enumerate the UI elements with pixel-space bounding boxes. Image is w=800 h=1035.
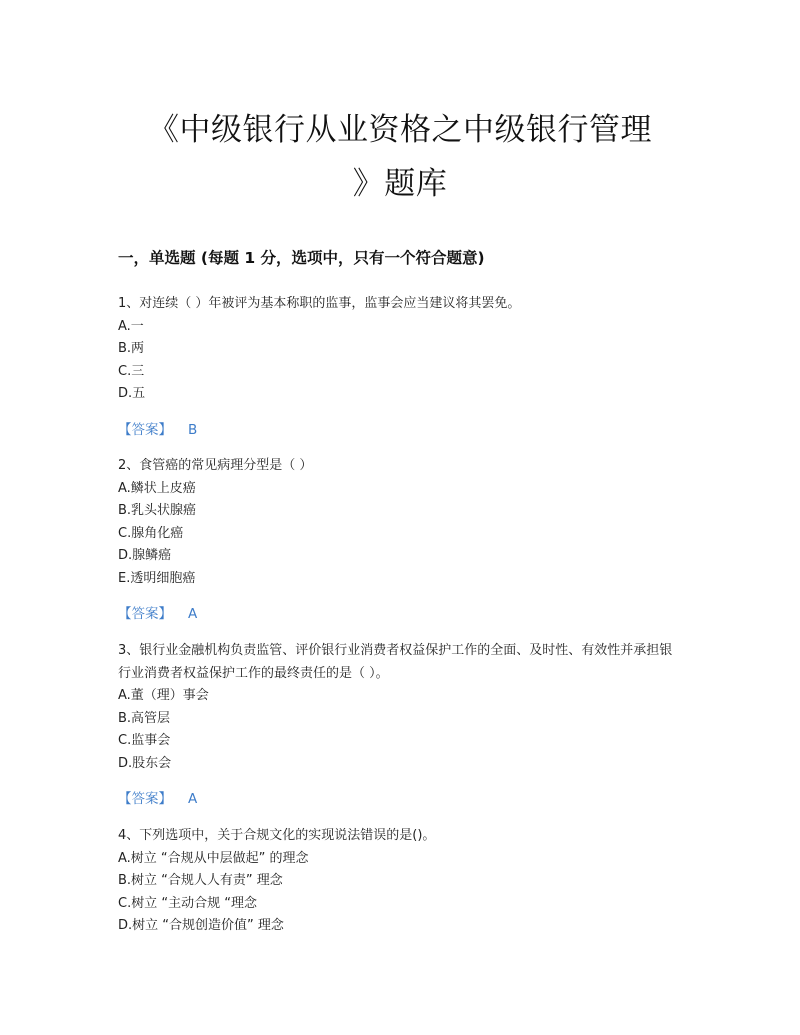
answer-label: 【答案】 — [118, 421, 172, 438]
answer-value: A — [188, 606, 198, 622]
title-line-2: 》题库 — [352, 166, 448, 202]
option-b: B.两 — [118, 341, 145, 356]
option-d: D.股东会 — [118, 755, 172, 771]
title-line-1: 《中级银行从业资格之中级银行管理 — [148, 112, 652, 148]
answer-label: 【答案】 — [118, 791, 172, 807]
question-text: 2、食管癌的常见病理分型是（ ） — [118, 458, 313, 473]
question-4 — [118, 825, 688, 938]
option-c: C.树立 “主动合规 “理念 — [118, 895, 257, 911]
answer-label: 【答案】 — [118, 606, 172, 622]
question-text: 1、对连续（ ）年被评为基本称职的监事，监事会应当建议将其罢免。 — [118, 296, 521, 311]
option-c: C.三 — [118, 363, 145, 379]
option-d: D.腺鳞癌 — [118, 548, 172, 563]
answer-line — [118, 788, 678, 810]
question-3 — [118, 640, 678, 810]
option-a: A.董（理）事会 — [118, 688, 209, 703]
option-a: A.鳞状上皮癌 — [118, 480, 196, 496]
answer-value: A — [188, 791, 198, 807]
option-e: E.透明细胞癌 — [118, 570, 196, 586]
question-text: 4、下列选项中，关于合规文化的实现说法错误的是()。 — [118, 828, 436, 843]
answer-value: B — [188, 421, 198, 438]
answer-line — [118, 419, 688, 441]
option-c: C.腺角化癌 — [118, 525, 184, 541]
option-d: D.树立 “合规创造价值” 理念 — [118, 918, 284, 933]
option-d: D.五 — [118, 386, 146, 401]
answer-line — [118, 603, 688, 625]
option-b: B.高管层 — [118, 710, 171, 726]
question-text: 3、银行业金融机构负责监管、评价银行业消费者权益保护工作的全面、及时性、有效性并承担银行业消费者权益保护工作的最终责任的是（ ）。 — [118, 643, 673, 681]
option-a: A.一 — [118, 318, 144, 334]
option-c: C.监事会 — [118, 733, 171, 748]
document-title — [110, 103, 690, 211]
question-2 — [118, 455, 688, 625]
section-heading: 一，单选题 (每题 1 分，选项中，只有一个符合题意) — [118, 249, 485, 267]
question-1 — [118, 293, 688, 441]
option-b: B.树立 “合规人人有责” 理念 — [118, 873, 283, 888]
option-b: B.乳头状腺癌 — [118, 503, 197, 518]
option-a: A.树立 “合规从中层做起” 的理念 — [118, 850, 309, 866]
